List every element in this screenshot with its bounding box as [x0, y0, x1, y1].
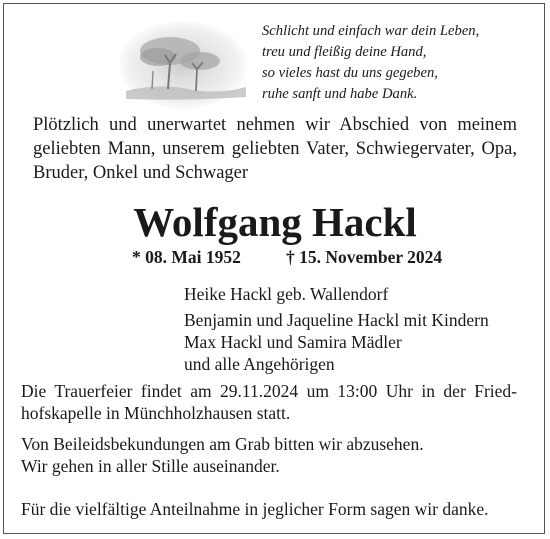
- deceased-name: Wolfgang Hackl: [133, 199, 417, 245]
- intro-text: [33, 113, 517, 185]
- condolence-note: [21, 433, 517, 477]
- poem-line: Schlicht und einfach war dein Leben,: [262, 23, 480, 39]
- poem-line: so vieles hast du uns gegeben,: [262, 65, 438, 81]
- mourner-line: Heike Hackl geb. Wallendorf: [184, 284, 389, 304]
- condolence-line: Von Beileidsbekundungen am Grab bitten wir abzusehen.: [21, 434, 424, 454]
- intro-line: geliebten Mann, unserem geliebten Vater, Schwiegervater, Opa,: [33, 139, 517, 159]
- mourner-line: Benjamin und Jaqueline Hackl mit Kindern: [184, 310, 489, 330]
- death-date: † 15. November 2024: [286, 247, 443, 267]
- mourner-line: Max Hackl und Samira Mädler: [184, 332, 402, 352]
- funeral-line: Die Trauerfeier findet am 29.11.2024 um 13:00 Uhr in der Fried-: [21, 381, 517, 401]
- thanks-note: [21, 498, 517, 520]
- trees-landscape-icon: [118, 17, 248, 109]
- thanks-line: Für die vielfältige Anteilnahme in jeglicher Form sagen wir danke.: [21, 499, 489, 519]
- funeral-line: hofskapelle in Münchholzhausen statt.: [21, 403, 291, 423]
- mourners-list: [184, 283, 489, 375]
- poem: [262, 21, 512, 105]
- poem-line: ruhe sanft und habe Dank.: [262, 86, 418, 102]
- mourner-line: und alle Angehörigen: [184, 354, 335, 374]
- intro-line: Plötzlich und unerwartet nehmen wir Abschied von meinem: [33, 115, 517, 135]
- poem-line: treu und fleißig deine Hand,: [262, 44, 427, 60]
- intro-line: Bruder, Onkel und Schwager: [33, 163, 249, 183]
- funeral-info: [21, 380, 517, 424]
- condolence-line: Wir gehen in aller Stille auseinander.: [21, 456, 280, 476]
- birth-date: * 08. Mai 1952: [132, 247, 241, 267]
